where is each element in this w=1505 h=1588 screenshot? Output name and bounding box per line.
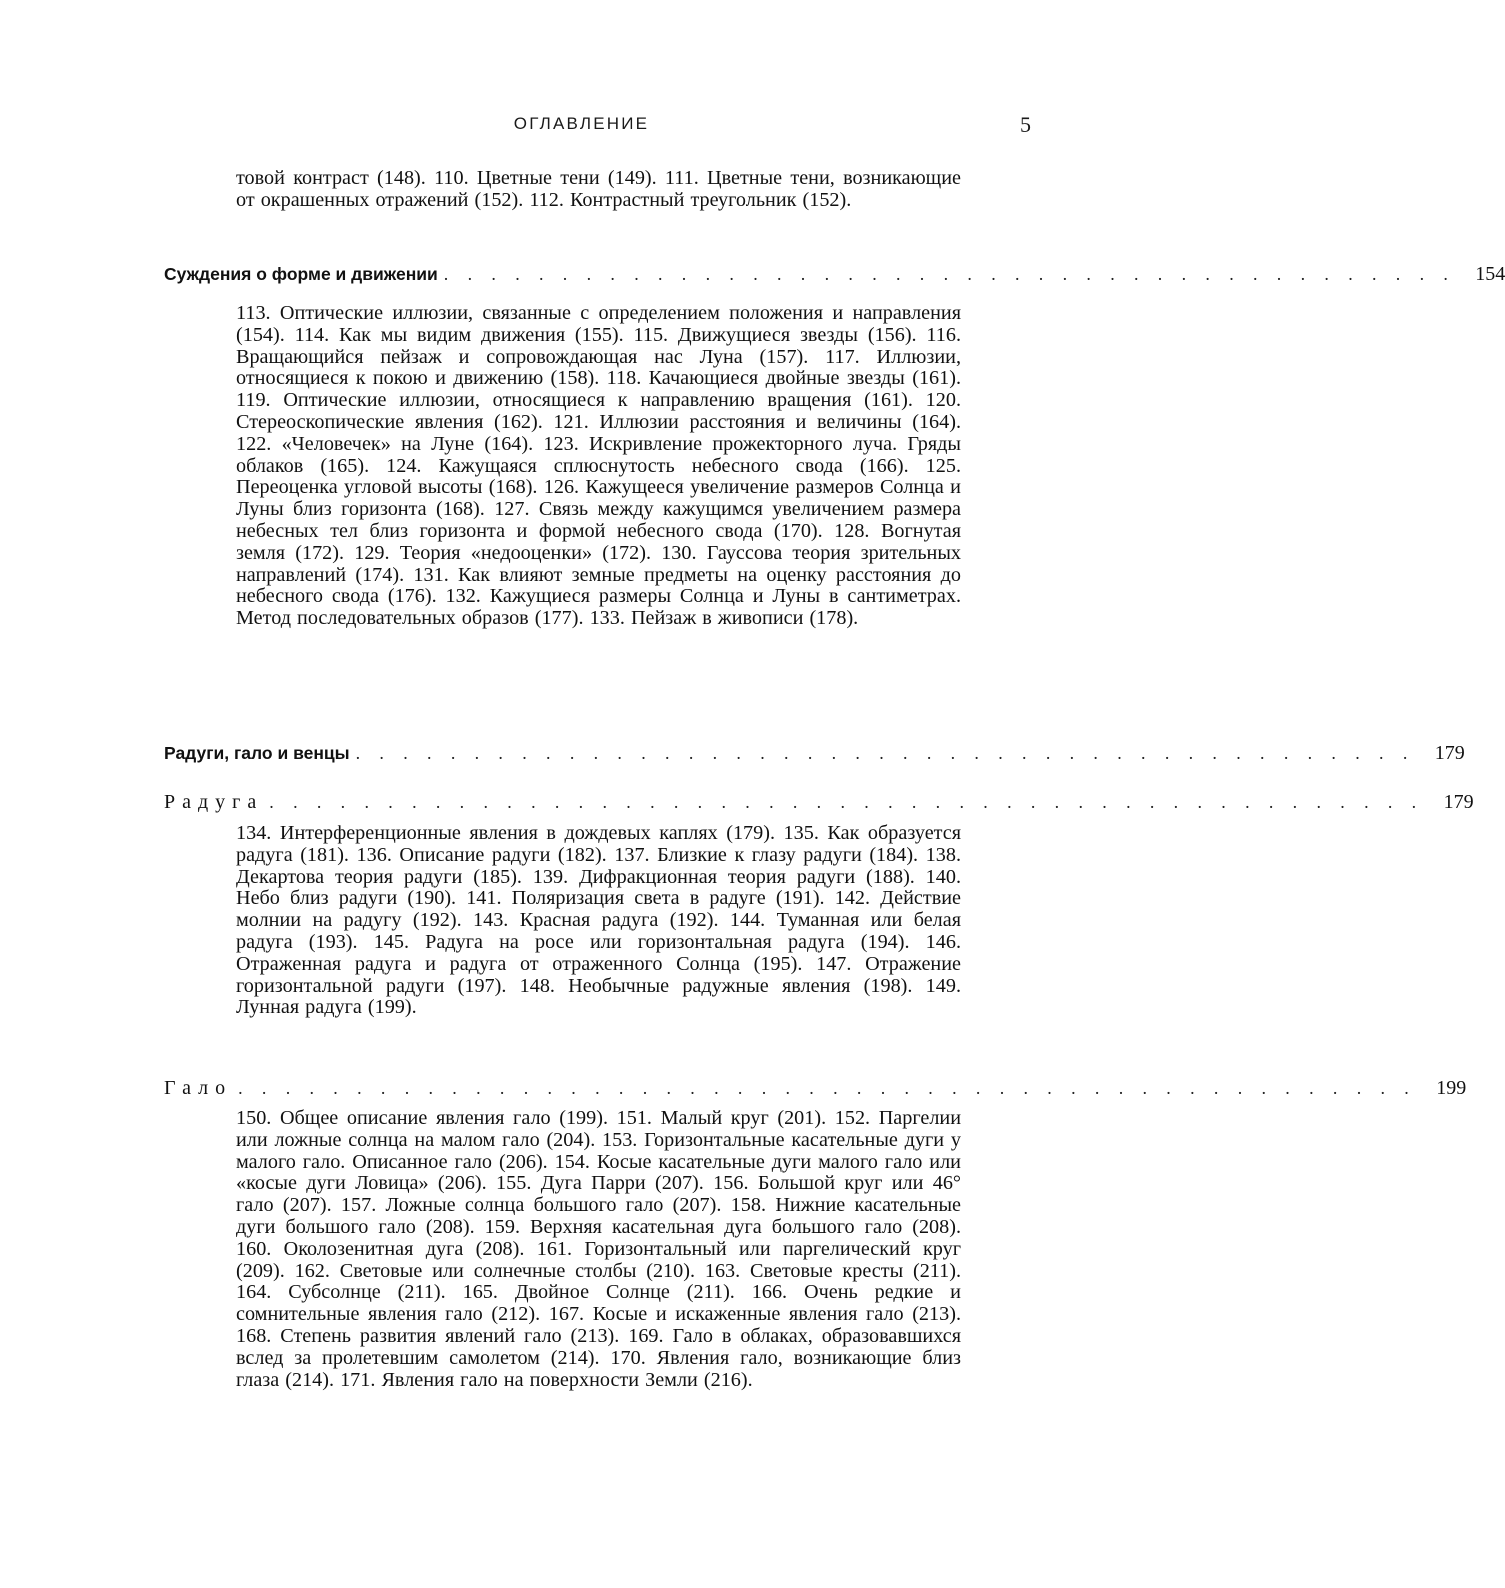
dot-leader: . . . . . . . . . . . . . . . . . . . . . . . . . . . . . . . . . . . . . . . . . . .	[443, 264, 1456, 284]
toc-heading-title: Радуги, гало и венцы	[164, 743, 350, 763]
page-number: 5	[1020, 112, 1031, 137]
toc-section-text-form-motion: 113. Оптические иллюзии, связанные с определением положения и направления (154). 114. Как мы видим движения (155). 115. Движущиеся звезды (156). 116. Вращающийся пейзаж и сопровождающая нас Луна (157). 117. Иллюзии, относящиеся к покою и движению (158). 118. Качающиеся двойные звезды (161). 119. Оптические иллюзии, относящиеся к направлению вращения (161). 120. Стереоскопические явления (162). 121. Иллюзии расстояния и величины (164). 122. «Человечек» на Луне (164). 123. Искривление прожекторного луча. Гряды облаков (165). 124. Кажущаяся сплюснутость небесного свода (166). 125. Переоценка угловой высоты (168). 126. Кажущееся увеличение размеров Солнца и Луны близ горизонта (168). 127. Связь между кажущимся увеличением размера небесных тел близ горизонта и формой небесного свода (170). 128. Вогнутая земля (172). 129. Теория «недооценки» (172). 130. Гауссова теория зрительных направлений (174). 131. Как влияют земные предметы на оценку расстояния до небесного свода (176). 132. Кажущиеся размеры Солнца и Луны в сантиметрах. Метод последовательных образов (177). 133. Пейзаж в живописи (178).	[236, 302, 961, 630]
toc-heading-rainbow[interactable]	[164, 790, 1474, 816]
toc-section-text-halo: 150. Общее описание явления гало (199). 151. Малый круг (201). 152. Паргелии или ложные солнца на малом гало (204). 153. Горизонтальные касательные дуги у малого гало. Описанное гало (206). 154. Косые касательные дуги малого гало или «косые дуги Ловица» (206). 155. Дуга Парри (207). 156. Большой круг или 46° гало (207). 157. Ложные солнца большого гало (207). 158. Нижние касательные дуги большого гало (208). 159. Верхняя касательная дуга большого гало (208). 160. Околозенитная дуга (208). 161. Горизонтальный или паргелический круг (209). 162. Световые или солнечные столбы (210). 163. Световые кресты (211). 164. Субсолнце (211). 165. Двойное Солнце (211). 166. Очень редкие и сомнительные явления гало (212). 167. Косые и искаженные явления гало (213). 168. Степень развития явлений гало (213). 169. Гало в облаках, образовавшихся вслед за пролетевшим самолетом (214). 170. Явления гало, возникающие близ глаза (214). 171. Явления гало на поверхности Земли (216).	[236, 1107, 961, 1391]
dot-leader: . . . . . . . . . . . . . . . . . . . . . . . . . . . . . . . . . . . . . . . . . . . . .	[355, 743, 1415, 763]
dot-leader: . . . . . . . . . . . . . . . . . . . . . . . . . . . . . . . . . . . . . . . . . . . . . . . . . .	[238, 1078, 1417, 1098]
toc-heading-rainbows-halos[interactable]	[164, 741, 1465, 767]
toc-heading-page: 199	[1436, 1077, 1467, 1099]
toc-heading-page: 179	[1443, 791, 1474, 813]
running-title: ОГЛАВЛЕНИЕ	[513, 114, 650, 133]
toc-heading-halo[interactable]	[164, 1076, 1467, 1102]
toc-continuation-text: товой контраст (148). 110. Цветные тени (149). 111. Цветные тени, возникающие от окрашенных отражений (152). 112. Контрастный треугольник (152).	[236, 167, 961, 211]
toc-heading-title: Суждения о форме и движении	[164, 264, 438, 284]
toc-heading-page: 179	[1434, 742, 1465, 764]
toc-section-text-rainbow: 134. Интерференционные явления в дождевых каплях (179). 135. Как образуется радуга (181). 136. Описание радуги (182). 137. Близкие к глазу радуги (184). 138. Декартова теория радуги (185). 139. Дифракционная теория радуги (188). 140. Небо близ радуги (190). 141. Поляризация света в радуге (191). 142. Действие молнии на радугу (192). 143. Красная радуга (192). 144. Туманная или белая радуга (193). 145. Радуга на росе или горизонтальная радуга (194). 146. Отраженная радуга и радуга от отраженного Солнца (195). 147. Отражение горизонтальной радуги (197). 148. Необычные радужные явления (198). 149. Лунная радуга (199).	[236, 822, 961, 1019]
toc-heading-page: 154	[1475, 263, 1505, 285]
toc-heading-form-motion[interactable]	[164, 262, 1505, 288]
toc-heading-title: Гало	[164, 1077, 233, 1099]
toc-heading-title: Радуга	[164, 791, 264, 813]
dot-leader: . . . . . . . . . . . . . . . . . . . . . . . . . . . . . . . . . . . . . . . . . . . . . . . . .	[269, 792, 1424, 812]
